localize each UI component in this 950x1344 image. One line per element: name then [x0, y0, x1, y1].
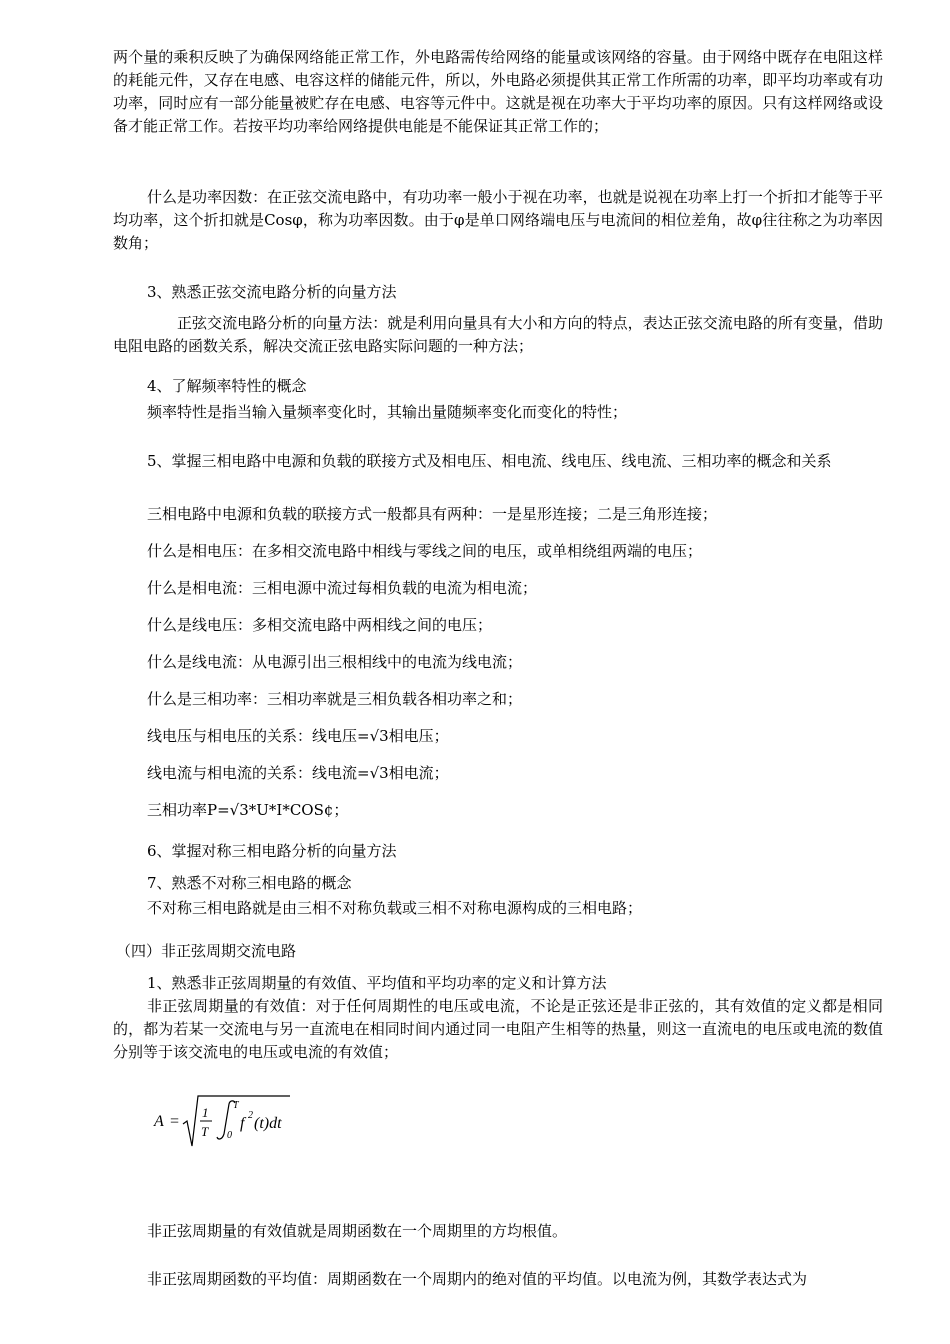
- paragraph-asymmetric: 不对称三相电路就是由三相不对称负载或三相不对称电源构成的三相电路；: [147, 899, 643, 917]
- section-4-title: （四）非正弦周期交流电路: [116, 942, 297, 960]
- paragraph-rms-meaning: 非正弦周期量的有效值就是周期函数在一个周期里的方均根值。: [147, 1222, 568, 1240]
- heading-6-symmetric: 6、掌握对称三相电路分析的向量方法: [147, 842, 397, 860]
- rms-formula-graphic: [150, 1090, 310, 1150]
- paragraph-average-value: 非正弦周期函数的平均值：周期函数在一个周期内的绝对值的平均值。以电流为例，其数学表达式为: [147, 1270, 808, 1288]
- formula-denominator: T: [201, 1124, 209, 1139]
- paragraph-phase-current: 什么是相电流：三相电源中流过每相负载的电流为相电流；: [147, 579, 538, 597]
- paragraph-voltage-relation: 线电压与相电压的关系：线电压=√3相电压；: [147, 727, 449, 745]
- paragraph-current-relation: 线电流与相电流的关系：线电流=√3相电流；: [147, 764, 449, 782]
- heading-5-three-phase: 5、掌握三相电路中电源和负载的联接方式及相电压、相电流、线电压、线电流、三相功率的概念和关系: [147, 452, 832, 470]
- paragraph-connection-types: 三相电路中电源和负载的联接方式一般都具有两种：一是星形连接；二是三角形连接；: [147, 505, 718, 523]
- heading-3-phasor-method: 3、熟悉正弦交流电路分析的向量方法: [147, 283, 397, 301]
- paragraph-line-current: 什么是线电流：从电源引出三根相线中的电流为线电流；: [147, 653, 523, 671]
- heading-4-frequency-response: 4、了解频率特性的概念: [147, 377, 307, 395]
- paragraph-rms-definition: 非正弦周期量的有效值：对于任何周期性的电压或电流，不论是正弦还是非正弦的，其有效值的定义都是相同的，都为若某一交流电与另一直流电在相同时间内通过同一电阻产生相等的热量，则这一直流电的电压或电流的数值分别等于该交流电的电压或电流的有效值；: [113, 997, 883, 1061]
- integral-upper: T: [233, 1100, 239, 1111]
- paragraph-line-voltage: 什么是线电压：多相交流电路中两相线之间的电压；: [147, 616, 493, 634]
- paragraph-three-phase-power: 什么是三相功率：三相功率就是三相负载各相功率之和；: [147, 690, 523, 708]
- formula-lhs: A: [154, 1113, 164, 1130]
- paragraph-apparent-power: 两个量的乘积反映了为确保网络能正常工作，外电路需传给网络的能量或该网络的容量。由于网络中既存在电阻这样的耗能元件，又存在电感、电容这样的储能元件，所以，外电路必须提供其正常工作所需的功率，即平均功率或有功功率，同时应有一部分能量被贮存在电感、电容等元件中。这就是视在功率大于平均功率的原因。只有这样网络或设备才能正常工作。若按平均功率给网络提供电能是不能保证其正常工作的；: [113, 48, 883, 135]
- heading-4-1-nonsinusoidal: 1、熟悉非正弦周期量的有效值、平均值和平均功率的定义和计算方法: [147, 974, 607, 992]
- paragraph-power-formula: 三相功率P=√3*U*I*COS¢；: [147, 801, 349, 819]
- formula-equals: =: [169, 1113, 180, 1130]
- paragraph-phasor-method: 正弦交流电路分析的向量方法：就是利用向量具有大小和方向的特点，表达正弦交流电路的所有变量，借助电阻电路的函数关系，解决交流正弦电路实际问题的一种方法；: [113, 314, 883, 355]
- formula-function: f: [240, 1115, 245, 1132]
- paragraph-frequency-response: 频率特性是指当输入量频率变化时，其输出量随频率变化而变化的特性；: [147, 403, 628, 421]
- formula-exponent: 2: [248, 1110, 253, 1121]
- formula-numerator: 1: [202, 1105, 209, 1120]
- paragraph-phase-voltage: 什么是相电压：在多相交流电路中相线与零线之间的电压，或单相绕组两端的电压；: [147, 542, 703, 560]
- heading-7-asymmetric: 7、熟悉不对称三相电路的概念: [147, 874, 352, 892]
- paragraph-power-factor: 什么是功率因数：在正弦交流电路中，有功功率一般小于视在功率，也就是说视在功率上打一个折扣才能等于平均功率，这个折扣就是Cosφ，称为功率因数。由于φ是单口网络端电压与电流间的相位差角，故φ往往称之为功率因数角；: [113, 188, 883, 252]
- integral-lower: 0: [227, 1130, 232, 1141]
- rms-formula: [150, 1090, 310, 1150]
- formula-argument: (t)dt: [254, 1115, 282, 1132]
